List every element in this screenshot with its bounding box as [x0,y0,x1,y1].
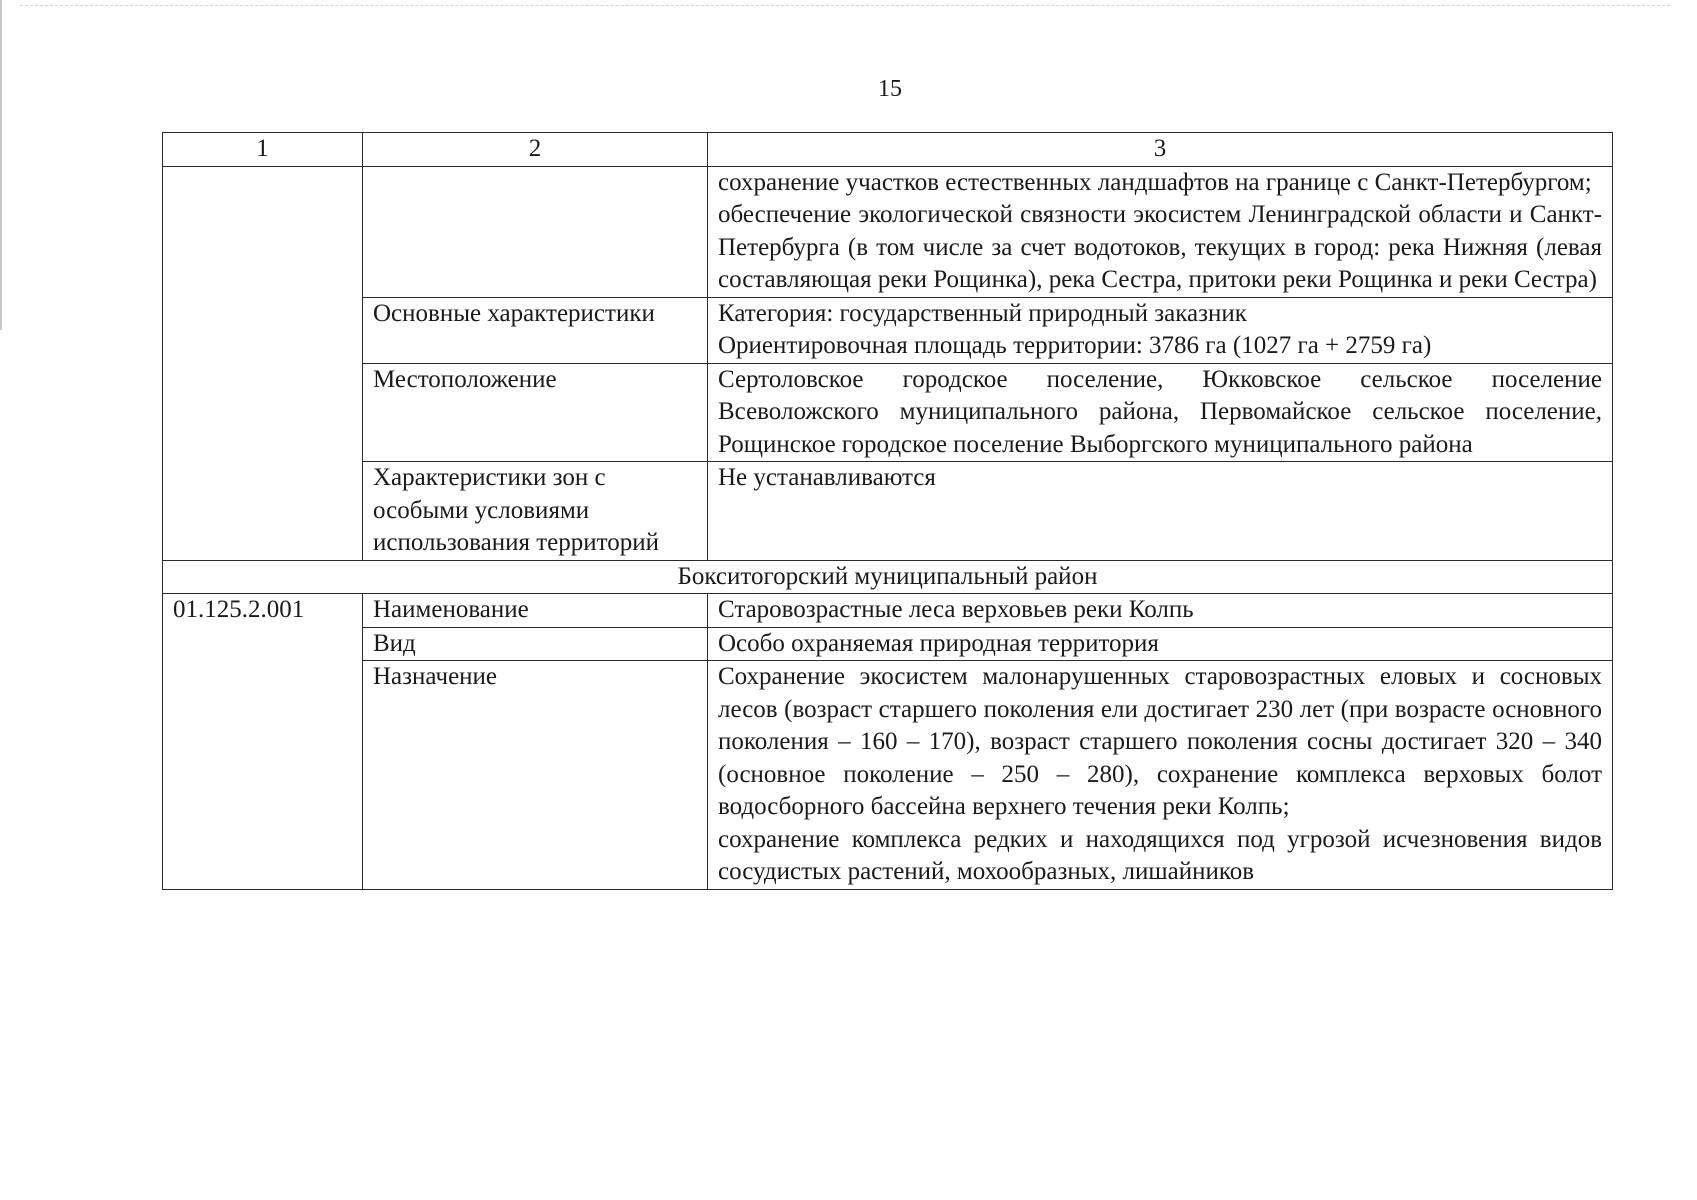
cell-zones [708,462,1613,561]
label-location: Местоположение [363,363,708,462]
scan-noise [20,5,1670,7]
table-row [163,462,1613,561]
cell-col1-empty [163,166,363,560]
document-table [162,132,1613,890]
cell-col2-empty [363,166,708,297]
area-text: Ориентировочная площадь территории: 3786 га (1027 га + 2759 га) [718,332,1432,359]
header-col-1: 1 [163,133,363,167]
purpose-text-2: сохранение комплекса редких и находящихся под угрозой исчезновения видов сосудистых растений, мохообразных, лишайников [718,825,1602,885]
name-text: Старовозрастные леса верховьев реки Колпь [718,596,1194,623]
table-row [163,166,1613,297]
type-text: Особо охраняемая природная территория [718,629,1159,657]
cell-main-characteristics [708,297,1613,363]
location-text: Сертоловское городское поселение, Юкковское сельское поселение Всеволожского муниципального района, Первомайское сельское поселение, Рощинское городское поселение Выборгского муниципального района [718,365,1602,458]
purpose-line-2: обеспечение экологической связности экосистем Ленинградской области и Санкт-Петербурга (в том числе за счет водотоков, текущих в город: река Нижняя (левая составляющая реки Рощинка), река Сестра, притоки реки Рощинка и реки Сестра) [718,201,1602,293]
object-code: 01.125.2.001 [163,594,363,890]
table-row [163,297,1613,363]
purpose-line-1: сохранение участков естественных ландшафтов на границе с Санкт-Петербургом; [718,168,1592,196]
cell-location [708,363,1613,462]
cell-purpose [708,661,1613,890]
section-row [163,560,1613,594]
table-row [163,627,1613,661]
table-row [163,661,1613,890]
table-row [163,363,1613,462]
scan-edge [0,0,2,330]
zones-text: Не устанавливаются [718,464,936,491]
label-type: Вид [363,627,708,661]
label-main-characteristics: Основные характеристики [363,297,708,363]
header-col-3: 3 [708,133,1613,167]
table-row [163,594,1613,628]
label-name: Наименование [363,594,708,628]
label-zones: Характеристики зон с особыми условиями использования территорий [363,462,708,561]
category-text: Категория: государственный природный заказник [718,299,1247,327]
cell-purpose-continued [708,166,1613,297]
cell-name [708,594,1613,628]
page-number: 15 [878,76,902,102]
table-header-row [163,133,1613,167]
header-col-2: 2 [363,133,708,167]
label-purpose: Назначение [363,661,708,890]
cell-type [708,627,1613,661]
section-title: Бокситогорский муниципальный район [163,560,1613,594]
purpose-text-1: Сохранение экосистем малонарушенных старовозрастных еловых и сосновых лесов (возраст старшего поколения ели достигает 230 лет (при возрасте основного поколения – 160 – 170), возраст старшего поколения сосны достигает 320 – 340 (основное поколение – 250 – 280), сохранение комплекса верховых болот водосборного бассейна верхнего течения реки Колпь; [718,663,1602,820]
